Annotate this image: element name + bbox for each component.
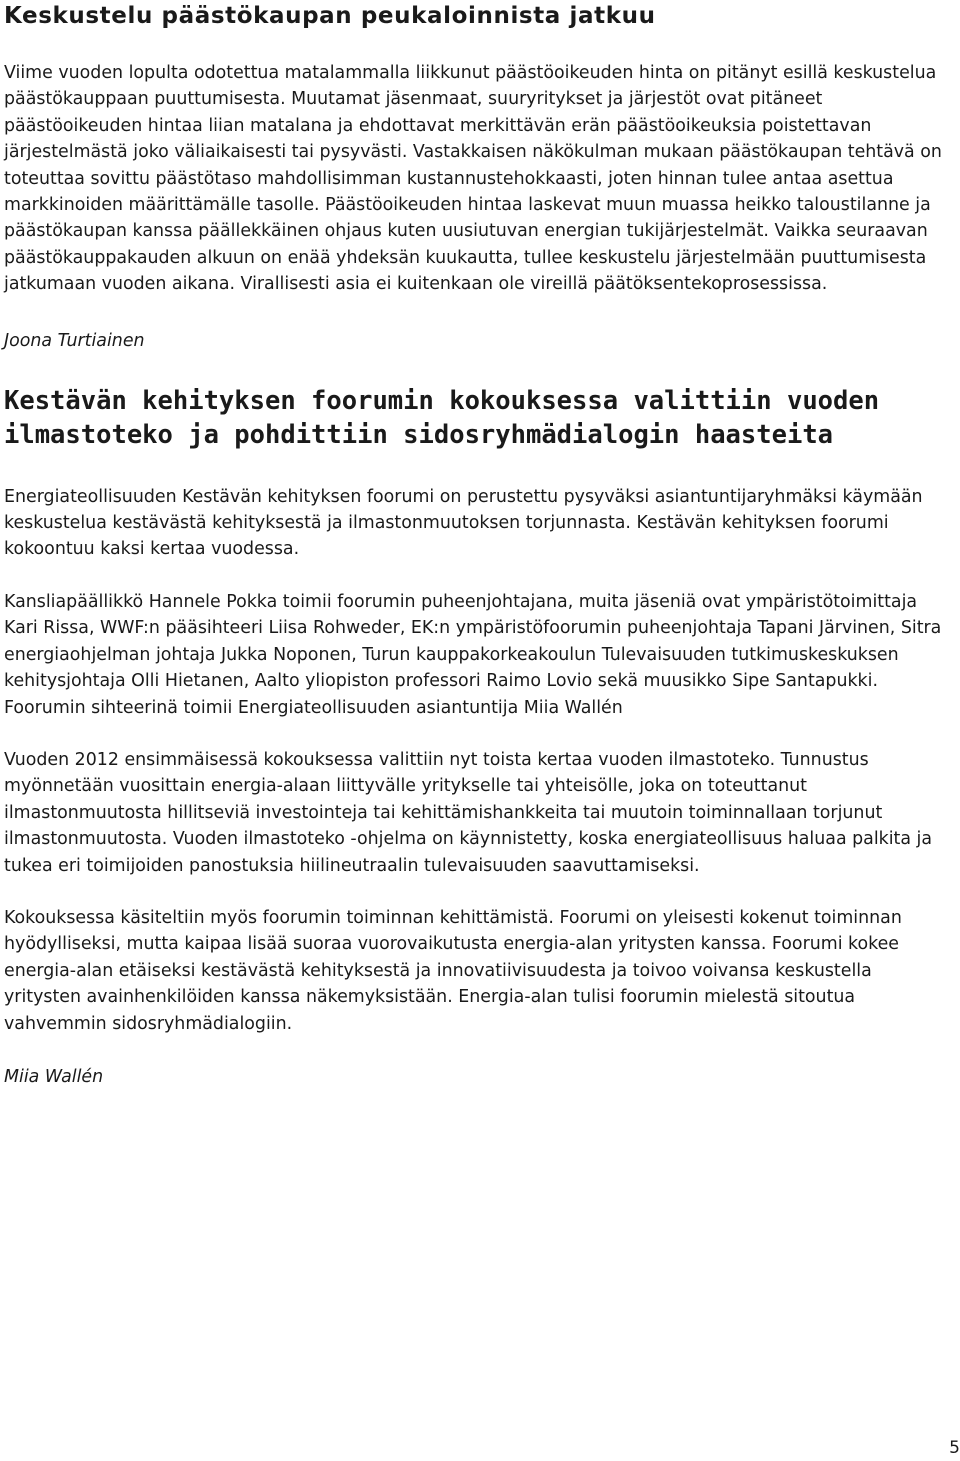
paragraph-emissions-trading: Viime vuoden lopulta odotettua matalammalla liikkunut päästöoikeuden hinta on pitänyt esillä keskustelua päästökauppaan puuttumisesta. Muutamat jäsenmaat, suuryritykset ja järjestöt ovat pitäneet päästöoikeuden hintaa liian matalana ja ehdottavat merkittävän erän päästöoikeuksia poistettavan järjestelmästä joko väliaikaisesti tai pysyvästi. Vastakkaisen näkökulman mukaan päästökaupan tehtävä on toteuttaa sovittu päästötaso mahdollisimman kustannustehokkaasti, joten hinnan tulee antaa asettua markkinoiden määrittämälle tasolle. Päästöoikeuden hintaa laskevat muun muassa heikko taloustilanne ja päästökaupan kanssa päällekkäinen ohjaus kuten uusiutuvan energian tukijärjestelmät. Vaikka seuraavan päästökauppakauden alkuun on enää yhdeksän kuukautta, tullee keskustelu järjestelmään puuttumisesta jatkumaan vuoden aikana. Virallisesti asia ei kuitenkaan ole vireillä päätöksentekoprosessissa.	[4, 63, 942, 295]
paragraph-forum-members: Kansliapäällikkö Hannele Pokka toimii foorumin puheenjohtajana, muita jäseniä ovat ympäristötoimittaja Kari Rissa, WWF:n pääsihteeri Liisa Rohweder, EK:n ympäristöfoorumin puheenjohtaja Tapani Järvinen, Sitra energiaohjelman johtaja Jukka Noponen, Turun kauppakorkeakoulun Tulevaisuuden tutkimuskeskuksen kehitysjohtaja Olli Hietanen, Aalto yliopiston professori Raimo Lovio sekä muusikko Sipe Santapukki. Foorumin sihteerinä toimii Energiateollisuuden asiantuntija Miia Wallén	[4, 591, 942, 718]
document-page	[4, 0, 948, 1090]
page-number: 5	[949, 1438, 960, 1458]
section-title-sustainable-forum: Kestävän kehityksen foorumin kokouksessa valittiin vuoden ilmastoteko ja pohdittiin sidosryhmädialogin haasteita	[4, 385, 880, 450]
paragraph-forum-intro: Energiateollisuuden Kestävän kehityksen foorumi on perustettu pysyväksi asiantuntijaryhmäksi käymään keskustelua kestävästä kehityksestä ja ilmastonmuutoksen torjunnasta. Kestävän kehityksen foorumi kokoontuu kaksi kertaa vuodessa.	[4, 486, 923, 560]
author-signature-2: Miia Wallén	[4, 1066, 104, 1087]
author-signature-1: Joona Turtiainen	[4, 330, 145, 351]
paragraph-forum-development: Kokouksessa käsiteltiin myös foorumin toiminnan kehittämistä. Foorumi on yleisesti kokenut toiminnan hyödylliseksi, mutta kaipaa lisää suoraa vuorovaikutusta energia-alan yritysten kanssa. Foorumi kokee energia-alan etäiseksi kestävästä kehityksestä ja innovatiivisuudesta ja toivoo voivansa keskustella yritysten avainhenkilöiden kanssa näkemyksistään. Energia-alan tulisi foorumin mielestä sitoutua vahvemmin sidosryhmädialogiin.	[4, 907, 902, 1034]
paragraph-climate-deed: Vuoden 2012 ensimmäisessä kokouksessa valittiin nyt toista kertaa vuoden ilmastoteko. Tunnustus myönnetään vuosittain energia-alaan liittyvälle yritykselle tai yhteisölle, joka on toteuttanut ilmastonmuutosta hillitseviä investointeja tai kehittämishankkeita tai muutoin toiminnallaan torjunut ilmastonmuutosta. Vuoden ilmastoteko -ohjelma on käynnistetty, koska energiateollisuus haluaa palkita ja tukea eri toimijoiden panostuksia hiilineutraalin tulevaisuuden saavuttamiseksi.	[4, 749, 933, 876]
section-title-emissions-trading: Keskustelu päästökaupan peukaloinnista jatkuu	[4, 3, 656, 29]
